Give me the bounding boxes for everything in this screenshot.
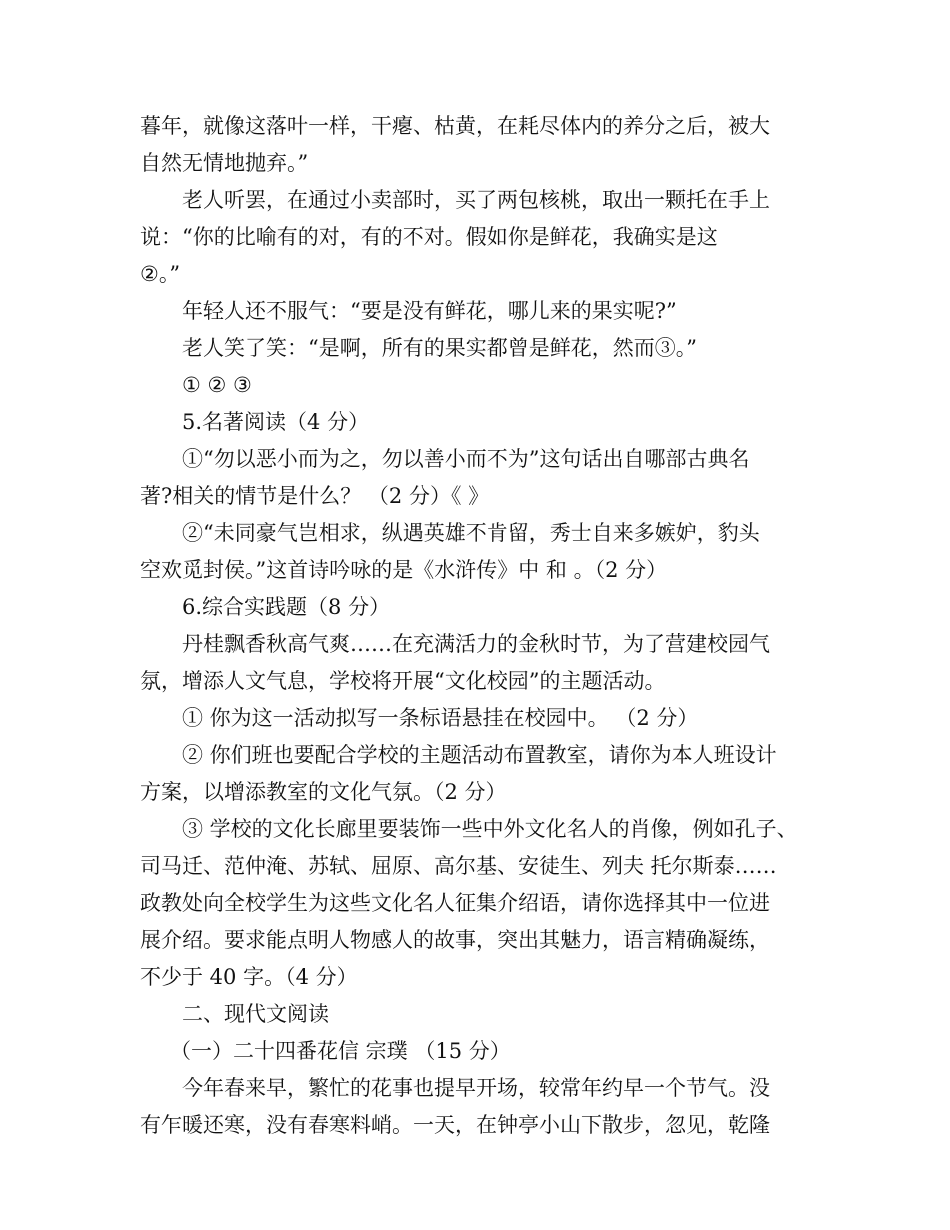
question-line: 空欢觅封侯。”这首诗吟咏的是《水浒传》中 和 。（2 分） [140,558,668,582]
paragraph-line: 老人笑了笑：“是啊，所有的果实都曾是鲜花，然而③。” [182,336,697,360]
question-line: 不少于 40 字。（4 分） [140,965,358,989]
question-line: 著?相关的情节是什么？ （2 分）《 》 [140,484,490,508]
paragraph-line: 说：“你的比喻有的对，有的不对。假如你是鲜花，我确实是这 [140,225,718,249]
paragraph-line: 今年春来早，繁忙的花事也提早开场，较常年约早一个节气。没 [182,1076,770,1100]
question-line: 政教处向全校学生为这些文化名人征集介绍语，请你选择其中一位进 [140,891,770,915]
question-line: ② 你们班也要配合学校的主题活动布置教室，请你为本人班设计 [182,743,777,767]
question-line: 展介绍。要求能点明人物感人的故事，突出其魅力，语言精确凝练， [140,928,770,952]
question-line: 方案，以增添教室的文化气氛。（2 分） [140,780,507,804]
paragraph-line: 丹桂飘香秋高气爽……在充满活力的金秋时节，为了营建校园气 [182,632,770,656]
section-heading: 6.综合实践题（8 分） [182,595,391,619]
paragraph-line: 氛，增添人文气息，学校将开展“文化校园”的主题活动。 [140,669,666,693]
section-heading: 5.名著阅读（4 分） [182,410,370,434]
question-line: ③ 学校的文化长廊里要装饰一些中外文化名人的肖像，例如孔子、 [182,817,798,841]
question-line: 司马迁、范仲淹、苏轼、屈原、高尔基、安徒生、列夫 托尔斯泰…… [140,854,777,878]
document-text [140,108,820,1144]
paragraph-line: ②。” [140,262,181,286]
paragraph-line: 暮年，就像这落叶一样，干瘪、枯黄，在耗尽体内的养分之后，被大 [140,114,770,138]
question-line: ②“未同豪气岂相求，纵遇英雄不肯留，秀士自来多嫉妒，豹头 [182,521,760,545]
paragraph-line: 老人听罢，在通过小卖部时，买了两包核桃，取出一颗托在手上 [182,188,770,212]
section-heading: 二、现代文阅读 [182,1002,329,1026]
question-line: ① 你为这一活动拟写一条标语悬挂在校园中。 （2 分） [182,706,699,730]
answer-blanks-line: ① ② ③ [182,373,252,397]
paragraph-line: 年轻人还不服气：“要是没有鲜花，哪儿来的果实呢?” [182,299,677,323]
passage-title: （一）二十四番花信 宗璞 （15 分） [170,1039,511,1063]
paragraph-line: 自然无情地抛弃。” [140,151,309,175]
paragraph-line: 有乍暖还寒，没有春寒料峭。一天，在钟亭小山下散步，忽见，乾隆 [140,1113,770,1137]
question-line: ①“勿以恶小而为之，勿以善小而不为”这句话出自哪部古典名 [182,447,750,471]
